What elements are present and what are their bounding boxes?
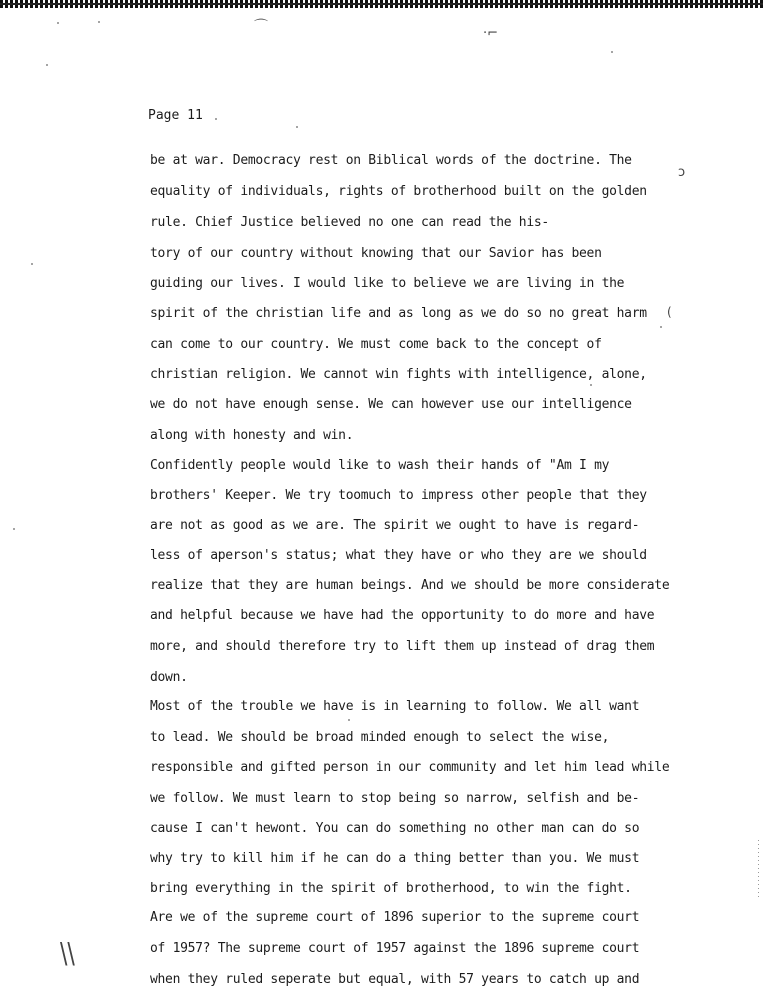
text-line: down. <box>150 670 188 685</box>
text-line: rule. Chief Justice believed no one can read the his- <box>150 215 549 230</box>
scan-speck <box>57 22 59 24</box>
scan-speck <box>348 719 350 721</box>
text-line: are not as good as we are. The spirit we ought to have is regard- <box>150 518 640 533</box>
margin-mark-right-2: ( <box>667 305 672 319</box>
text-line: more, and should therefore try to lift them up instead of drag them <box>150 639 655 654</box>
scan-speck <box>215 118 217 120</box>
text-line: spirit of the christian life and as long as we do so no great harm <box>150 306 647 321</box>
text-line: to lead. We should be broad minded enough to select the wise, <box>150 730 610 745</box>
page-number: Page 11 <box>148 108 203 123</box>
text-line: responsible and gifted person in our community and let him lead while <box>150 760 670 775</box>
text-line: why try to kill him if he can do a thing better than you. We must <box>150 851 640 866</box>
margin-mark-top-right: ·⌐ <box>483 26 499 41</box>
text-line: Most of the trouble we have is in learning to follow. We all want <box>150 699 640 714</box>
text-line: can come to our country. We must come back to the concept of <box>150 337 602 352</box>
scan-speck <box>13 528 15 530</box>
text-line: less of aperson's status; what they have or who they are we should <box>150 548 647 563</box>
scan-speck <box>46 64 48 66</box>
scan-speck <box>611 51 613 53</box>
scan-edge-dots <box>758 840 759 900</box>
scan-speck <box>31 263 33 265</box>
text-line: equality of individuals, rights of brotherhood built on the golden <box>150 184 647 199</box>
text-line: Are we of the supreme court of 1896 superior to the supreme court <box>150 910 640 925</box>
scan-top-rule <box>0 3 763 5</box>
scan-speck <box>660 326 662 328</box>
margin-mark-left-bottom: \\ <box>60 938 75 971</box>
text-line: of 1957? The supreme court of 1957 against the 1896 supreme court <box>150 941 640 956</box>
text-line: christian religion. We cannot win fights with intelligence, alone, <box>150 367 647 382</box>
text-line: along with honesty and win. <box>150 428 354 443</box>
margin-mark-right-1: ↄ <box>678 165 686 180</box>
scan-speck <box>296 126 298 128</box>
text-line: we do not have enough sense. We can however use our intelligence <box>150 397 632 412</box>
text-line: bring everything in the spirit of brotherhood, to win the fight. <box>150 881 632 896</box>
text-line: realize that they are human beings. And we should be more considerate <box>150 578 670 593</box>
margin-mark-top-center: ⌒ <box>254 19 268 35</box>
text-line: when they ruled seperate but equal, with 57 years to catch up and <box>150 972 640 987</box>
text-line: tory of our country without knowing that our Savior has been <box>150 246 602 261</box>
text-line: Confidently people would like to wash their hands of "Am I my <box>150 458 610 473</box>
scan-speck <box>98 21 100 23</box>
text-line: brothers' Keeper. We try toomuch to impress other people that they <box>150 488 647 503</box>
text-line: be at war. Democracy rest on Biblical words of the doctrine. The <box>150 153 632 168</box>
text-line: guiding our lives. I would like to believe we are living in the <box>150 276 625 291</box>
text-line: and helpful because we have had the opportunity to do more and have <box>150 608 655 623</box>
text-line: cause I can't hewont. You can do something no other man can do so <box>150 821 640 836</box>
text-line: we follow. We must learn to stop being so narrow, selfish and be- <box>150 791 640 806</box>
scan-speck <box>590 384 592 386</box>
